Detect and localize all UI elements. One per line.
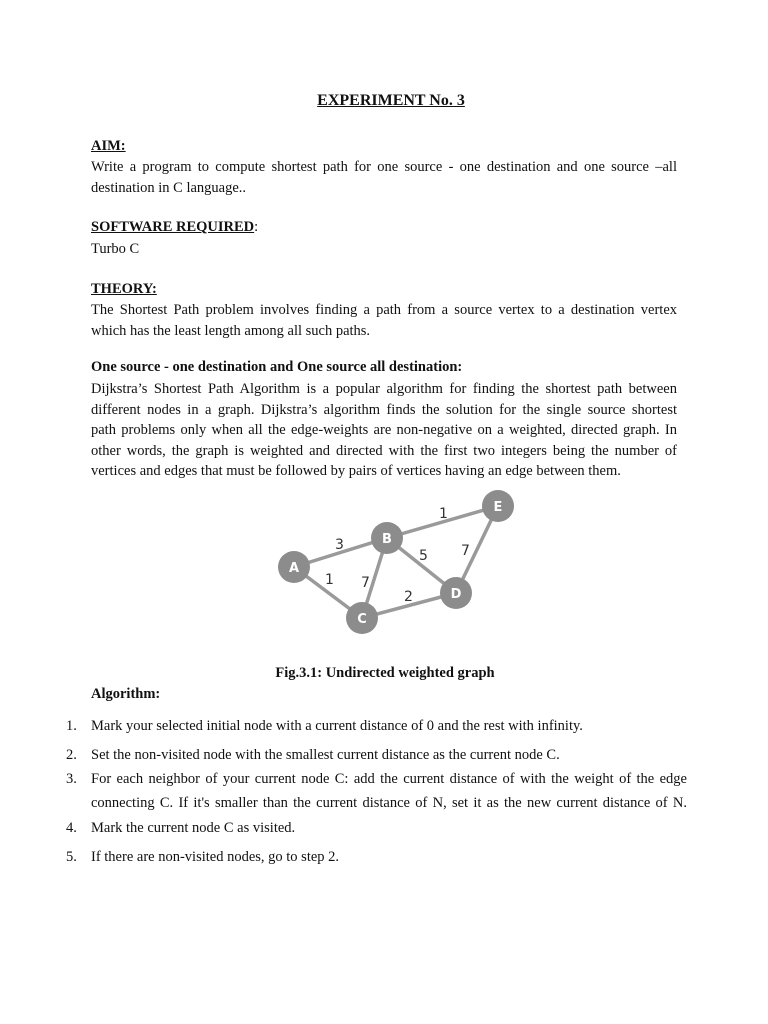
- weight-label-ab: 3: [335, 537, 344, 553]
- step-number: 2.: [66, 747, 77, 763]
- theory-heading: [91, 281, 157, 298]
- section-line-4: other words, the graph is weighted and directed with the first two integers being the number of: [91, 442, 677, 459]
- theory-text: [91, 300, 677, 341]
- step-text: Mark your selected initial node with a current distance of 0 and the rest with infinity.: [91, 718, 583, 734]
- software-heading: [91, 219, 258, 236]
- graph-node-label-b: B: [382, 532, 392, 547]
- weight-label-be: 1: [439, 506, 448, 522]
- section-heading: One source - one destination and One source all destination:: [91, 359, 463, 375]
- weight-label-bd: 5: [419, 548, 428, 564]
- section-line-2: different nodes in a graph. Dijkstra’s algorithm finds the solution for the single source shortest: [91, 401, 677, 418]
- weight-label-ac: 1: [325, 572, 334, 588]
- step-text: [91, 767, 687, 815]
- software-heading-colon: :: [254, 219, 259, 235]
- figure-caption: Fig.3.1: Undirected weighted graph: [275, 665, 495, 681]
- step-number: 4.: [66, 820, 77, 836]
- section-text: [91, 379, 677, 482]
- graph-node-label-d: D: [450, 587, 462, 602]
- aim-line-1: Write a program to compute shortest path for one source - one destination and one source –all: [91, 159, 677, 175]
- weighted-graph-figure: [268, 486, 528, 638]
- theory-line-2: which has the least length among all such paths.: [91, 322, 371, 339]
- step-text: Set the non-visited node with the smallest current distance as the current node C.: [91, 747, 560, 763]
- step-3-line-2: connecting C. If it's smaller than the current distance of N, set it as the new current distance of N.: [91, 795, 687, 811]
- weight-label-de: 7: [461, 543, 470, 559]
- software-value: Turbo C: [91, 241, 140, 257]
- aim-heading-text: AIM:: [91, 138, 126, 154]
- step-number: 1.: [66, 718, 77, 734]
- step-3-line-1: For each neighbor of your current node C: add the current distance of with the weight of the edge: [91, 771, 687, 787]
- aim-text: [91, 157, 677, 198]
- section-line-5: vertices and edges that must be followed by pairs of vertices having an edge between them.: [91, 463, 621, 479]
- section-line-1: Dijkstra’s Shortest Path Algorithm is a popular algorithm for finding the shortest path between: [91, 381, 677, 397]
- aim-heading: [91, 138, 126, 155]
- theory-line-1: The Shortest Path problem involves finding a path from a source vertex to a destination vertex: [91, 302, 677, 318]
- graph-node-label-a: A: [288, 561, 300, 576]
- weight-label-bc: 7: [361, 575, 370, 591]
- theory-heading-text: THEORY:: [91, 281, 157, 297]
- weight-label-cd: 2: [404, 589, 413, 605]
- step-text: Mark the current node C as visited.: [91, 820, 296, 836]
- software-heading-text: SOFTWARE REQUIRED: [91, 219, 255, 235]
- step-number: 5.: [66, 849, 77, 865]
- graph-node-label-c: C: [357, 612, 367, 627]
- step-number: 3.: [66, 771, 77, 787]
- step-text: If there are non-visited nodes, go to step 2.: [91, 849, 340, 865]
- section-line-3: path problems only when all the edge-weights are non-negative on a weighted, directed graph. In: [91, 422, 677, 438]
- graph-node-label-e: E: [493, 500, 503, 515]
- aim-line-2: destination in C language..: [91, 179, 247, 196]
- algorithm-heading: Algorithm:: [91, 686, 161, 702]
- experiment-title: EXPERIMENT No. 3: [317, 92, 465, 109]
